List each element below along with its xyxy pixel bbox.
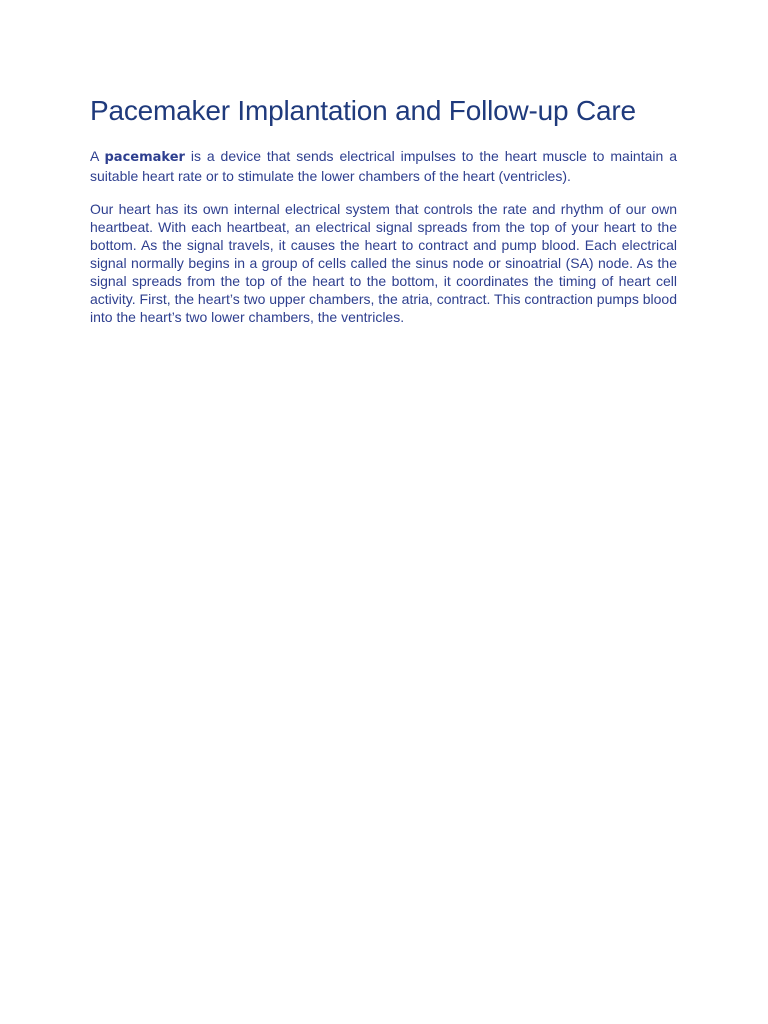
intro-paragraph	[90, 147, 677, 185]
intro-prefix: A	[90, 148, 105, 164]
intro-term: pacemaker	[104, 150, 185, 165]
document-content	[90, 93, 677, 326]
page-title: Pacemaker Implantation and Follow-up Care	[90, 95, 636, 126]
body-paragraph: Our heart has its own internal electrical system that controls the rate and rhythm of our own heartbeat. With each heartbeat, an electrical signal spreads from the top of your heart to the bottom. As the signal travels, it causes the heart to contract and pump blood. Each electrical signal normally begins in a group of cells called the sinus node or sinoatrial (SA) node. As the signal spreads from the top of the heart to the bottom, it coordinates the timing of heart cell activity. First, the heart’s two upper chambers, the atria, contract. This contraction pumps blood into the heart’s two lower chambers, the ventricles.	[90, 201, 677, 325]
intro-suffix: is a device that sends electrical impulses to the heart muscle to maintain a suitable heart rate or to stimulate the lower chambers of the heart (ventricles).	[90, 148, 677, 184]
